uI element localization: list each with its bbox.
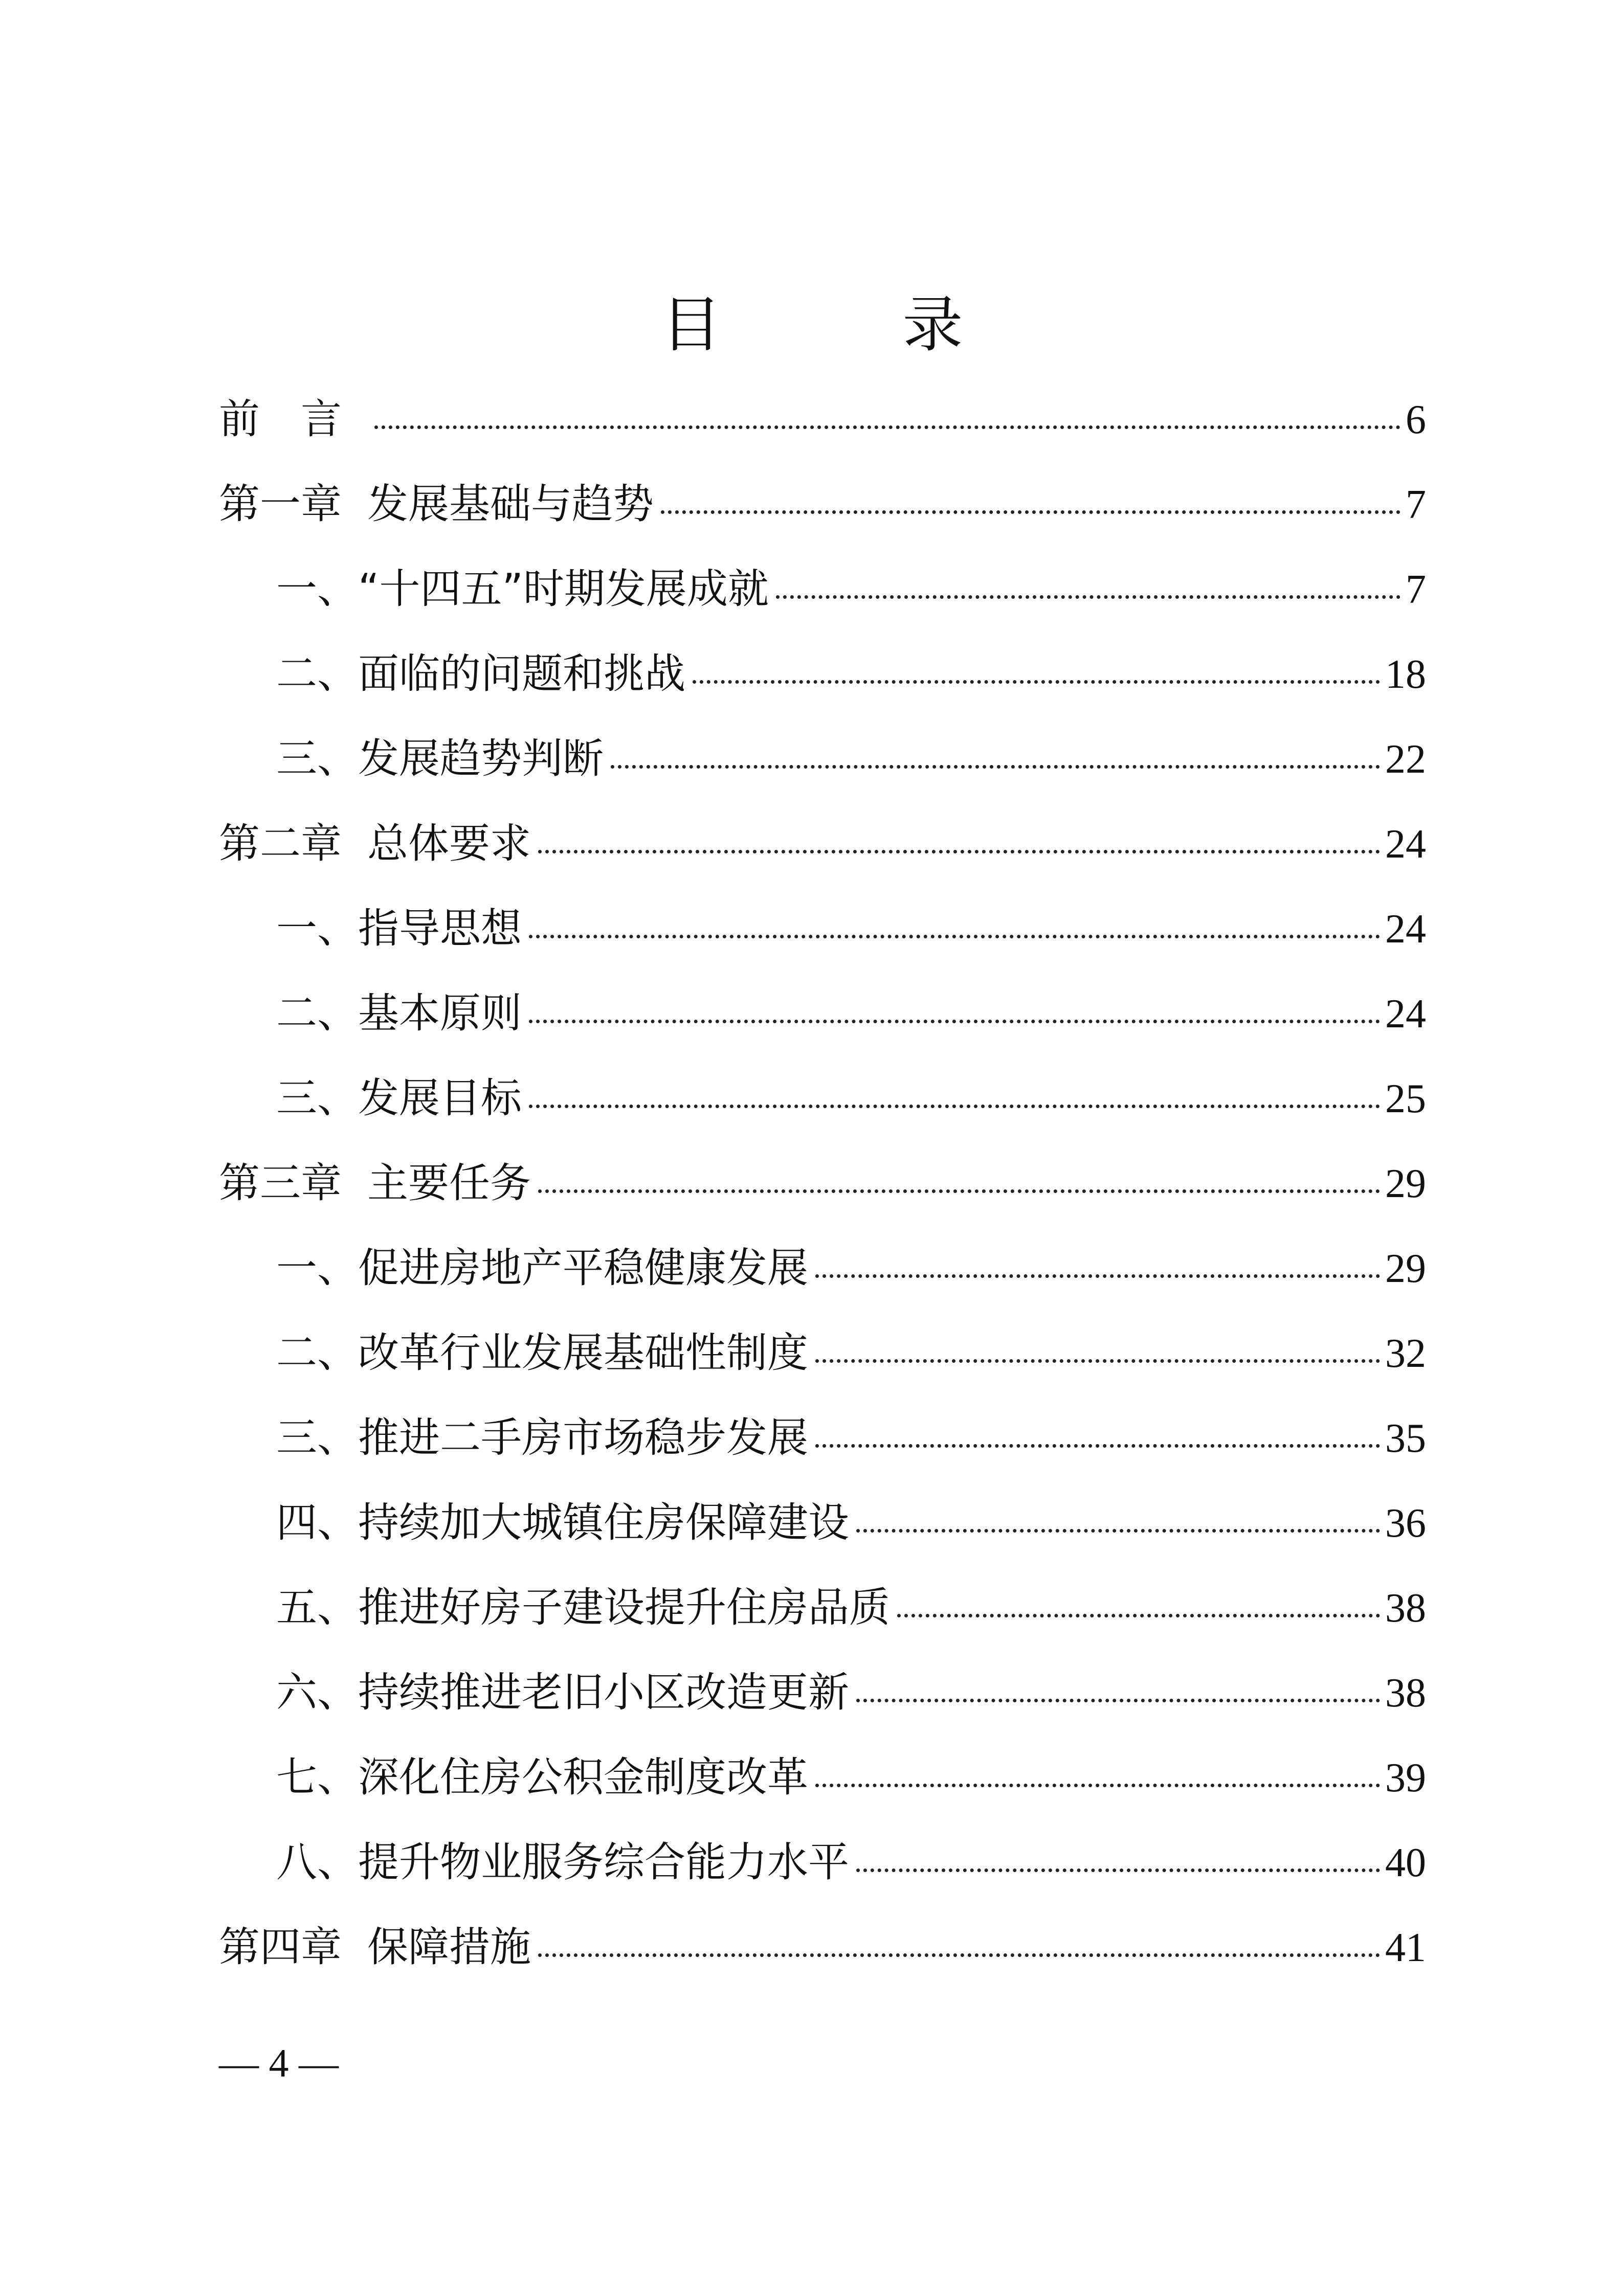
toc-section-entry[interactable]: [219, 1837, 1426, 1922]
toc-chapter-entry[interactable]: [219, 1158, 1426, 1243]
dot-leader: [856, 1699, 1380, 1702]
toc-entry-title: 指导思想: [358, 905, 522, 952]
toc-entry-page-number: 25: [1385, 1076, 1426, 1121]
dot-leader: [529, 935, 1380, 938]
toc-entry-page-number: 32: [1385, 1331, 1426, 1376]
toc-entry-page-number: 39: [1385, 1755, 1426, 1800]
toc-entry-page-number: 22: [1385, 737, 1426, 782]
toc-section-entry[interactable]: [219, 1752, 1426, 1837]
toc-entry-title: 面临的问题和挑战: [358, 650, 685, 697]
toc-entry-label: [276, 1243, 808, 1294]
dot-leader: [815, 1274, 1380, 1278]
toc-chapter-entry[interactable]: [219, 1922, 1426, 2007]
toc-entry-label: [276, 648, 685, 700]
toc-entry-page-number: 38: [1385, 1586, 1426, 1631]
toc-entry-page-number: 6: [1406, 397, 1426, 442]
toc-entry-page-number: 40: [1385, 1840, 1426, 1885]
toc-entry-page-number: 35: [1385, 1416, 1426, 1461]
toc-entry-page-number: 41: [1385, 1925, 1426, 1970]
toc-entry-title: 保障措施: [367, 1923, 531, 1971]
toc-section-entry[interactable]: [219, 1327, 1426, 1412]
toc-entry-label: [219, 818, 531, 869]
toc-entry-title: 持续推进老旧小区改造更新: [358, 1669, 849, 1716]
toc-section-entry[interactable]: [219, 1412, 1426, 1497]
toc-section-entry[interactable]: [219, 988, 1426, 1073]
toc-entry-page-number: 7: [1406, 567, 1426, 612]
toc-entry-page-number: 18: [1385, 652, 1426, 697]
toc-entry-number: 二、: [276, 989, 358, 1037]
toc-entry-number: 第一章: [219, 480, 342, 528]
toc-entry-page-number: 36: [1385, 1501, 1426, 1546]
toc-section-entry[interactable]: [219, 1243, 1426, 1327]
dot-leader: [374, 425, 1400, 429]
toc-section-entry[interactable]: [219, 903, 1426, 988]
toc-entry-number: 四、: [276, 1499, 358, 1546]
page-title: 目 录: [661, 289, 1024, 360]
toc-entry-label: [276, 1497, 849, 1548]
toc-entry-title: 发展目标: [358, 1074, 522, 1122]
toc-entry-title: 发展趋势判断: [358, 735, 604, 782]
toc-chapter-entry[interactable]: [219, 479, 1426, 564]
toc-entry-label: [276, 1412, 808, 1464]
toc-section-entry[interactable]: [219, 564, 1426, 648]
toc-entry-label: [276, 1837, 849, 1888]
toc-entry-title: 促进房地产平稳健康发展: [358, 1244, 808, 1292]
toc-entry-title: 主要任务: [367, 1159, 531, 1207]
toc-entry-number: 一、: [276, 905, 358, 952]
toc-entry-label: [276, 1073, 522, 1124]
dot-leader: [538, 1953, 1380, 1957]
toc-entry-page-number: 24: [1385, 992, 1426, 1037]
dot-leader: [856, 1869, 1380, 1872]
toc-entry-label: [276, 1327, 808, 1379]
toc-entry-number: 三、: [276, 1414, 358, 1461]
toc-entry-label: [276, 564, 769, 615]
dot-leader: [538, 1189, 1380, 1193]
dot-leader: [815, 1444, 1380, 1448]
toc-entry-page-number: 29: [1385, 1246, 1426, 1291]
toc-entry-title: 持续加大城镇住房保障建设: [358, 1499, 849, 1546]
toc-entry-number: 一、: [276, 1244, 358, 1292]
toc-entry-title: 总体要求: [367, 820, 531, 867]
toc-entry-label: [219, 1922, 531, 1973]
dot-leader: [897, 1614, 1380, 1617]
dot-leader: [776, 595, 1400, 599]
toc-entry-title: “十四五”时期发展成就: [358, 565, 769, 613]
toc-entry-number: 五、: [276, 1584, 358, 1631]
toc-entry-number: 一、: [276, 565, 358, 613]
toc-entry-label: [276, 903, 522, 954]
toc-entry-number: 二、: [276, 650, 358, 697]
toc-entry-page-number: 24: [1385, 822, 1426, 867]
toc-entry-number: 第四章: [219, 1923, 342, 1971]
toc-entry-label: [276, 1752, 808, 1803]
dot-leader: [529, 1105, 1380, 1108]
dot-leader: [538, 850, 1380, 853]
dot-leader: [693, 680, 1380, 684]
toc-entry-title: 推进好房子建设提升住房品质: [358, 1584, 890, 1631]
toc-entry-page-number: 24: [1385, 907, 1426, 952]
toc-entry-title: 发展基础与趋势: [367, 480, 654, 528]
toc-entry-label: [276, 1667, 849, 1718]
toc-entry-title: 深化住房公积金制度改革: [358, 1753, 808, 1801]
dot-leader: [529, 1020, 1380, 1023]
dot-leader: [611, 765, 1380, 769]
toc-entry-page-number: 7: [1406, 482, 1426, 527]
toc-chapter-entry[interactable]: [219, 394, 1426, 479]
toc-entry-title: 推进二手房市场稳步发展: [358, 1414, 808, 1461]
toc-entry-number: 三、: [276, 1074, 358, 1122]
dot-leader: [815, 1784, 1380, 1787]
toc-entry-label: [219, 479, 654, 530]
page-number-footer: — 4 —: [219, 2041, 339, 2085]
toc-entry-title: 提升物业服务综合能力水平: [358, 1838, 849, 1886]
toc-entry-number: 三、: [276, 735, 358, 782]
toc-entry-label: [219, 394, 367, 445]
toc-entry-page-number: 38: [1385, 1671, 1426, 1716]
toc-section-entry[interactable]: [219, 733, 1426, 818]
table-of-contents: [219, 394, 1426, 2007]
dot-leader: [856, 1529, 1380, 1533]
toc-entry-title: 改革行业发展基础性制度: [358, 1329, 808, 1377]
toc-entry-label: [219, 1158, 531, 1209]
toc-entry-number: 第二章: [219, 820, 342, 867]
toc-entry-number: 二、: [276, 1329, 358, 1377]
toc-section-entry[interactable]: [219, 1073, 1426, 1158]
toc-entry-number: 六、: [276, 1669, 358, 1716]
toc-entry-title: 基本原则: [358, 989, 522, 1037]
toc-entry-number: 前 言: [219, 395, 342, 443]
toc-entry-number: 第三章: [219, 1159, 342, 1207]
toc-entry-label: [276, 1582, 890, 1633]
toc-section-entry[interactable]: [219, 648, 1426, 733]
dot-leader: [661, 510, 1400, 514]
toc-entry-page-number: 29: [1385, 1161, 1426, 1206]
toc-section-entry[interactable]: [219, 1582, 1426, 1667]
dot-leader: [815, 1359, 1380, 1363]
toc-section-entry[interactable]: [219, 1497, 1426, 1582]
toc-entry-number: 七、: [276, 1753, 358, 1801]
toc-entry-label: [276, 988, 522, 1039]
toc-chapter-entry[interactable]: [219, 818, 1426, 903]
toc-entry-number: 八、: [276, 1838, 358, 1886]
toc-section-entry[interactable]: [219, 1667, 1426, 1752]
toc-entry-label: [276, 733, 604, 784]
